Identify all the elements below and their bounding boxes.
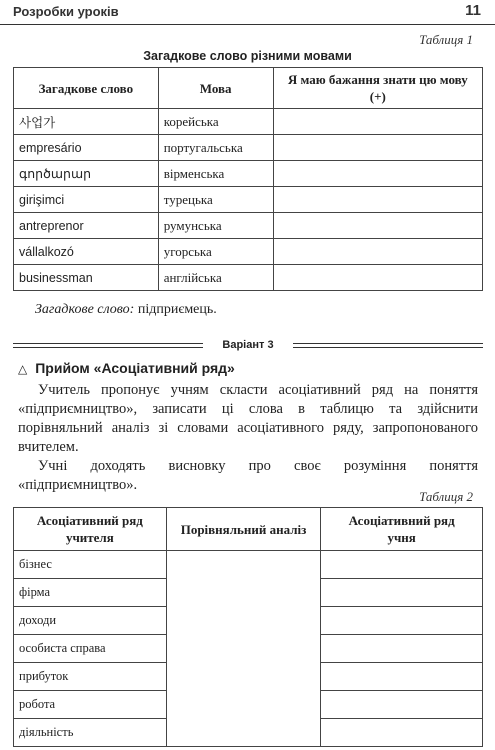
wish-cell[interactable] (273, 161, 482, 187)
mystery-word-cell: girişimci (14, 187, 159, 213)
wish-cell[interactable] (273, 187, 482, 213)
teacher-word-cell: фірма (14, 579, 167, 607)
mystery-word-answer (35, 302, 217, 318)
wish-cell[interactable] (273, 239, 482, 265)
wish-cell[interactable] (273, 265, 482, 291)
student-word-cell[interactable] (321, 663, 483, 691)
language-cell: румунська (158, 213, 273, 239)
variant-label: Варіант 3 (222, 339, 274, 351)
table1-header-wish: Я маю бажання знати цю мову (+) (273, 68, 482, 109)
teacher-word-cell: доходи (14, 607, 167, 635)
student-word-cell[interactable] (321, 691, 483, 719)
method-heading (18, 360, 235, 376)
paragraph-1: Учитель пропонує учням скласти асоціативний ряд на поняття «підприємництво», записати ці слова в таблицю та здійснити порівняльний аналіз зі словами асоціативного ряду, запропонованого вчителем. (18, 382, 478, 455)
mystery-word-cell: businessman (14, 265, 159, 291)
table2-header-analysis: Порівняльний аналіз (166, 508, 321, 551)
table-row (14, 551, 483, 579)
table1-title: Загадкове слово різними мовами (143, 49, 352, 63)
language-cell: англійська (158, 265, 273, 291)
table-row (14, 187, 483, 213)
wish-cell[interactable] (273, 109, 482, 135)
wish-cell[interactable] (273, 135, 482, 161)
language-cell: вірменська (158, 161, 273, 187)
page-number: 11 (465, 2, 481, 19)
running-title: Розробки уроків (13, 4, 119, 19)
answer-label: Загадкове слово: (35, 302, 135, 317)
language-cell: турецька (158, 187, 273, 213)
divider-line-right (293, 343, 483, 348)
table1-header-language: Мова (158, 68, 273, 109)
teacher-word-cell: діяльність (14, 719, 167, 747)
teacher-word-cell: особиста справа (14, 635, 167, 663)
table2-header-student: Асоціативний ряд учня (321, 508, 483, 551)
mystery-word-cell: vállalkozó (14, 239, 159, 265)
table1-caption: Таблиця 1 (419, 32, 473, 47)
table2 (13, 507, 483, 747)
table2-header-teacher: Асоціативний ряд учителя (14, 508, 167, 551)
analysis-cell[interactable] (166, 551, 321, 747)
table1-header-word: Загадкове слово (14, 68, 159, 109)
answer-value: підприємець. (137, 302, 217, 317)
triangle-icon: △ (18, 362, 28, 376)
student-word-cell[interactable] (321, 635, 483, 663)
language-cell: угорська (158, 239, 273, 265)
student-word-cell[interactable] (321, 551, 483, 579)
paragraph-2: Учні доходять висновку про своє розуміння поняття «підприємництво». (18, 458, 478, 493)
table-row (14, 109, 483, 135)
method-title: Прийом «Асоціативний ряд» (35, 360, 235, 376)
variant-divider (13, 339, 483, 353)
table-row (14, 135, 483, 161)
table-row (14, 213, 483, 239)
wish-cell[interactable] (273, 213, 482, 239)
student-word-cell[interactable] (321, 607, 483, 635)
teacher-word-cell: прибуток (14, 663, 167, 691)
student-word-cell[interactable] (321, 719, 483, 747)
table-row (14, 161, 483, 187)
mystery-word-cell: գործարար (14, 161, 159, 187)
student-word-cell[interactable] (321, 579, 483, 607)
teacher-word-cell: робота (14, 691, 167, 719)
mystery-word-cell: empresário (14, 135, 159, 161)
page-header (0, 0, 495, 25)
table-row (14, 239, 483, 265)
language-cell: корейська (158, 109, 273, 135)
mystery-word-cell: antreprenor (14, 213, 159, 239)
language-cell: португальська (158, 135, 273, 161)
table2-caption: Таблиця 2 (419, 489, 473, 504)
teacher-word-cell: бізнес (14, 551, 167, 579)
table-row (14, 265, 483, 291)
table1 (13, 67, 483, 291)
mystery-word-cell: 사업가 (14, 109, 159, 135)
